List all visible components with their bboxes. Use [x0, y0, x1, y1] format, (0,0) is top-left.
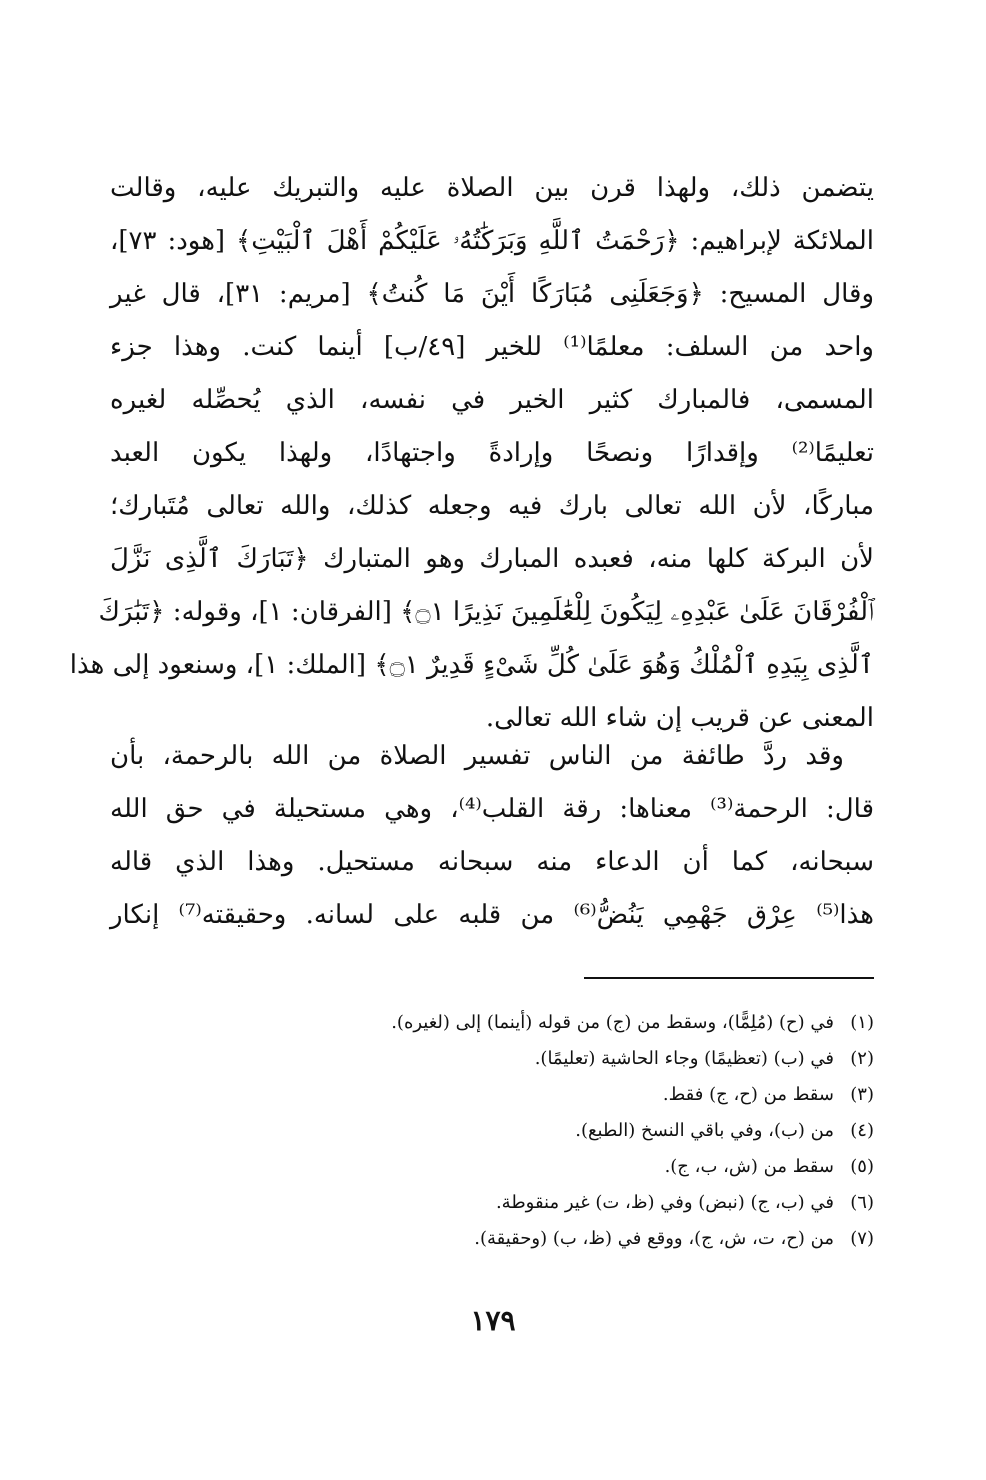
text-line: ٱلْفُرْقَانَ عَلَىٰ عَبْدِهِۦ لِيَكُونَ لِلْعَٰلَمِينَ نَذِيرًا ۝١﴾ [الفرقان: ١]، وقوله: ﴿تَبَٰرَكَ: [98, 597, 874, 627]
text-line: الملائكة لإبراهيم: ﴿رَحْمَتُ ٱللَّهِ وَبَرَكَٰتُهُۥ عَلَيْكُمْ أَهْلَ ٱلْبَيْتِ﴾ [هود: ٧٣]،: [110, 226, 874, 256]
text-line: وقد ردَّ طائفة من الناس تفسير الصلاة من الله بالرحمة، بأن: [110, 741, 844, 771]
text-line: وقال المسيح: ﴿وَجَعَلَنِى مُبَارَكًا أَيْنَ مَا كُنتُ﴾ [مريم: ٣١]، قال غير: [110, 279, 875, 309]
footnote-number: (٣): [850, 1084, 874, 1105]
footnote-separator: [584, 977, 874, 979]
footnote: [110, 1221, 874, 1257]
footnote-number: (٢): [850, 1048, 874, 1069]
footnote-number: (١): [850, 1012, 874, 1033]
text-line: تعليمًا⁽²⁾ وإقدارًا ونصحًا وإرادةً واجتهادًا، ولهذا يكون العبد: [110, 438, 874, 468]
footnotes: [110, 1005, 874, 1257]
footnote-text: من (ح، ت، ش، ج)، ووقع في (ظ، ب) (وحقيقة).: [474, 1228, 834, 1249]
footnote-text: في (ح) (مُلِمًّا)، وسقط من (ج) من قوله (أينما) إلى (لغيره).: [391, 1012, 834, 1033]
footnote-text: في (ب) (تعظيمًا) وجاء الحاشية (تعليمًا).: [534, 1048, 834, 1069]
text-line: لأن البركة كلها منه، فعبده المبارك وهو المتبارك ﴿تَبَارَكَ ٱلَّذِى نَزَّلَ: [110, 544, 874, 574]
footnote-text: سقط من (ح، ج) فقط.: [662, 1084, 834, 1105]
body-paragraph-one: [69, 162, 875, 745]
footnote: [110, 1113, 874, 1149]
footnote-number: (٤): [850, 1120, 874, 1141]
footnote: [110, 1077, 874, 1113]
footnote-text: سقط من (ش، ب، ج).: [664, 1156, 834, 1177]
footnote-number: (٧): [850, 1228, 874, 1249]
body-paragraph-two: [110, 730, 874, 942]
text-line: مباركًا، لأن الله تعالى بارك فيه وجعله كذلك، والله تعالى مُتَبارك؛: [110, 491, 874, 521]
page-number: ١٧٩: [470, 1304, 516, 1337]
footnote-number: (٥): [850, 1156, 874, 1177]
footnote: [110, 1005, 874, 1041]
text-line: قال: الرحمة⁽³⁾ معناها: رقة القلب⁽⁴⁾، وهي مستحيلة في حق الله: [110, 794, 875, 824]
text-line: ٱلَّذِى بِيَدِهِ ٱلْمُلْكُ وَهُوَ عَلَىٰ كُلِّ شَىْءٍ قَدِيرٌ ۝١﴾ [الملك: ١]، وسنعود إلى هذا: [69, 650, 874, 680]
footnote: [110, 1185, 874, 1221]
text-line: المسمى، فالمبارك كثير الخير في نفسه، الذي يُحصِّله لغيره: [110, 385, 874, 415]
text-line: واحد من السلف: معلمًا⁽¹⁾ للخير [٤٩/ب] أينما كنت. وهذا جزء: [110, 332, 874, 362]
footnote: [110, 1041, 874, 1077]
text-line: هذا⁽⁵⁾ عِرْق جَهْمِي يَنُضُّ⁽⁶⁾ من قلبه على لسانه. وحقيقته⁽⁷⁾ إنكار: [110, 900, 874, 930]
footnote: [110, 1149, 874, 1185]
footnote-number: (٦): [850, 1192, 874, 1213]
text-line: يتضمن ذلك، ولهذا قرن بين الصلاة عليه والتبريك عليه، وقالت: [110, 173, 874, 203]
footnote-text: في (ب، ج) (نبض) وفي (ظ، ت) غير منقوطة.: [495, 1192, 834, 1213]
text-line: المعنى عن قريب إن شاء الله تعالى.: [485, 703, 874, 733]
text-line: سبحانه، كما أن الدعاء منه سبحانه مستحيل. وهذا الذي قاله: [110, 847, 874, 877]
footnote-text: من (ب)، وفي باقي النسخ (الطبع).: [575, 1120, 834, 1141]
